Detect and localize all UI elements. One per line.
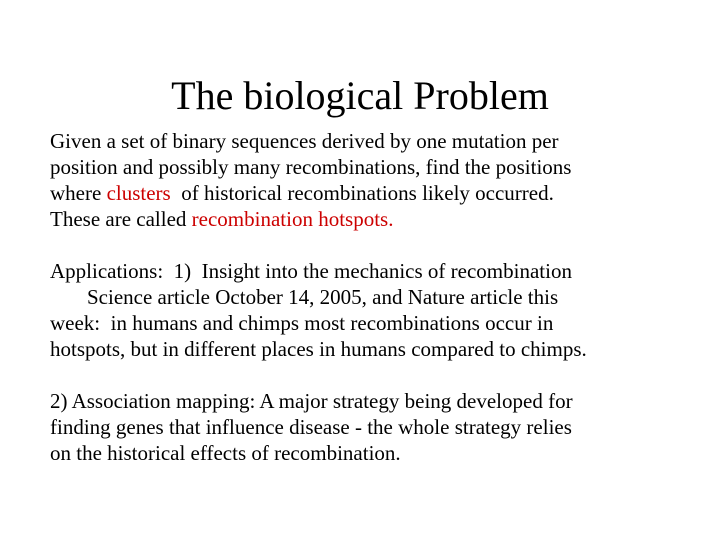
problem-line-1: Given a set of binary sequences derived by one mutation per (50, 129, 559, 153)
problem-line-4-start: These are called (50, 207, 192, 231)
applications-line-1: Applications: 1) Insight into the mechanics of recombination (50, 259, 572, 283)
applications-line-4: hotspots, but in different places in humans compared to chimps. (50, 337, 587, 361)
association-line-3: on the historical effects of recombination. (50, 441, 401, 465)
association-line-1: 2) Association mapping: A major strategy being developed for (50, 389, 573, 413)
slide-title: The biological Problem (171, 73, 549, 118)
problem-paragraph (50, 128, 700, 232)
paragraph-spacer (50, 362, 700, 388)
association-line-2: finding genes that influence disease - the whole strategy relies (50, 415, 572, 439)
problem-line-4 (50, 206, 700, 232)
applications-line-2: Science article October 14, 2005, and Nature article this (87, 285, 559, 309)
problem-line-3 (50, 180, 700, 206)
association-paragraph (50, 388, 700, 466)
problem-line-3-end: of historical recombinations likely occurred. (170, 181, 554, 205)
applications-line-3: week: in humans and chimps most recombinations occur in (50, 311, 554, 335)
problem-line-3-start: where (50, 181, 107, 205)
applications-paragraph (50, 258, 700, 362)
paragraph-spacer (50, 232, 700, 258)
problem-line-2: position and possibly many recombinations, find the positions (50, 155, 572, 179)
clusters-highlight: clusters (106, 181, 171, 205)
slide-body (50, 128, 700, 466)
hotspots-highlight: recombination hotspots. (191, 207, 394, 231)
